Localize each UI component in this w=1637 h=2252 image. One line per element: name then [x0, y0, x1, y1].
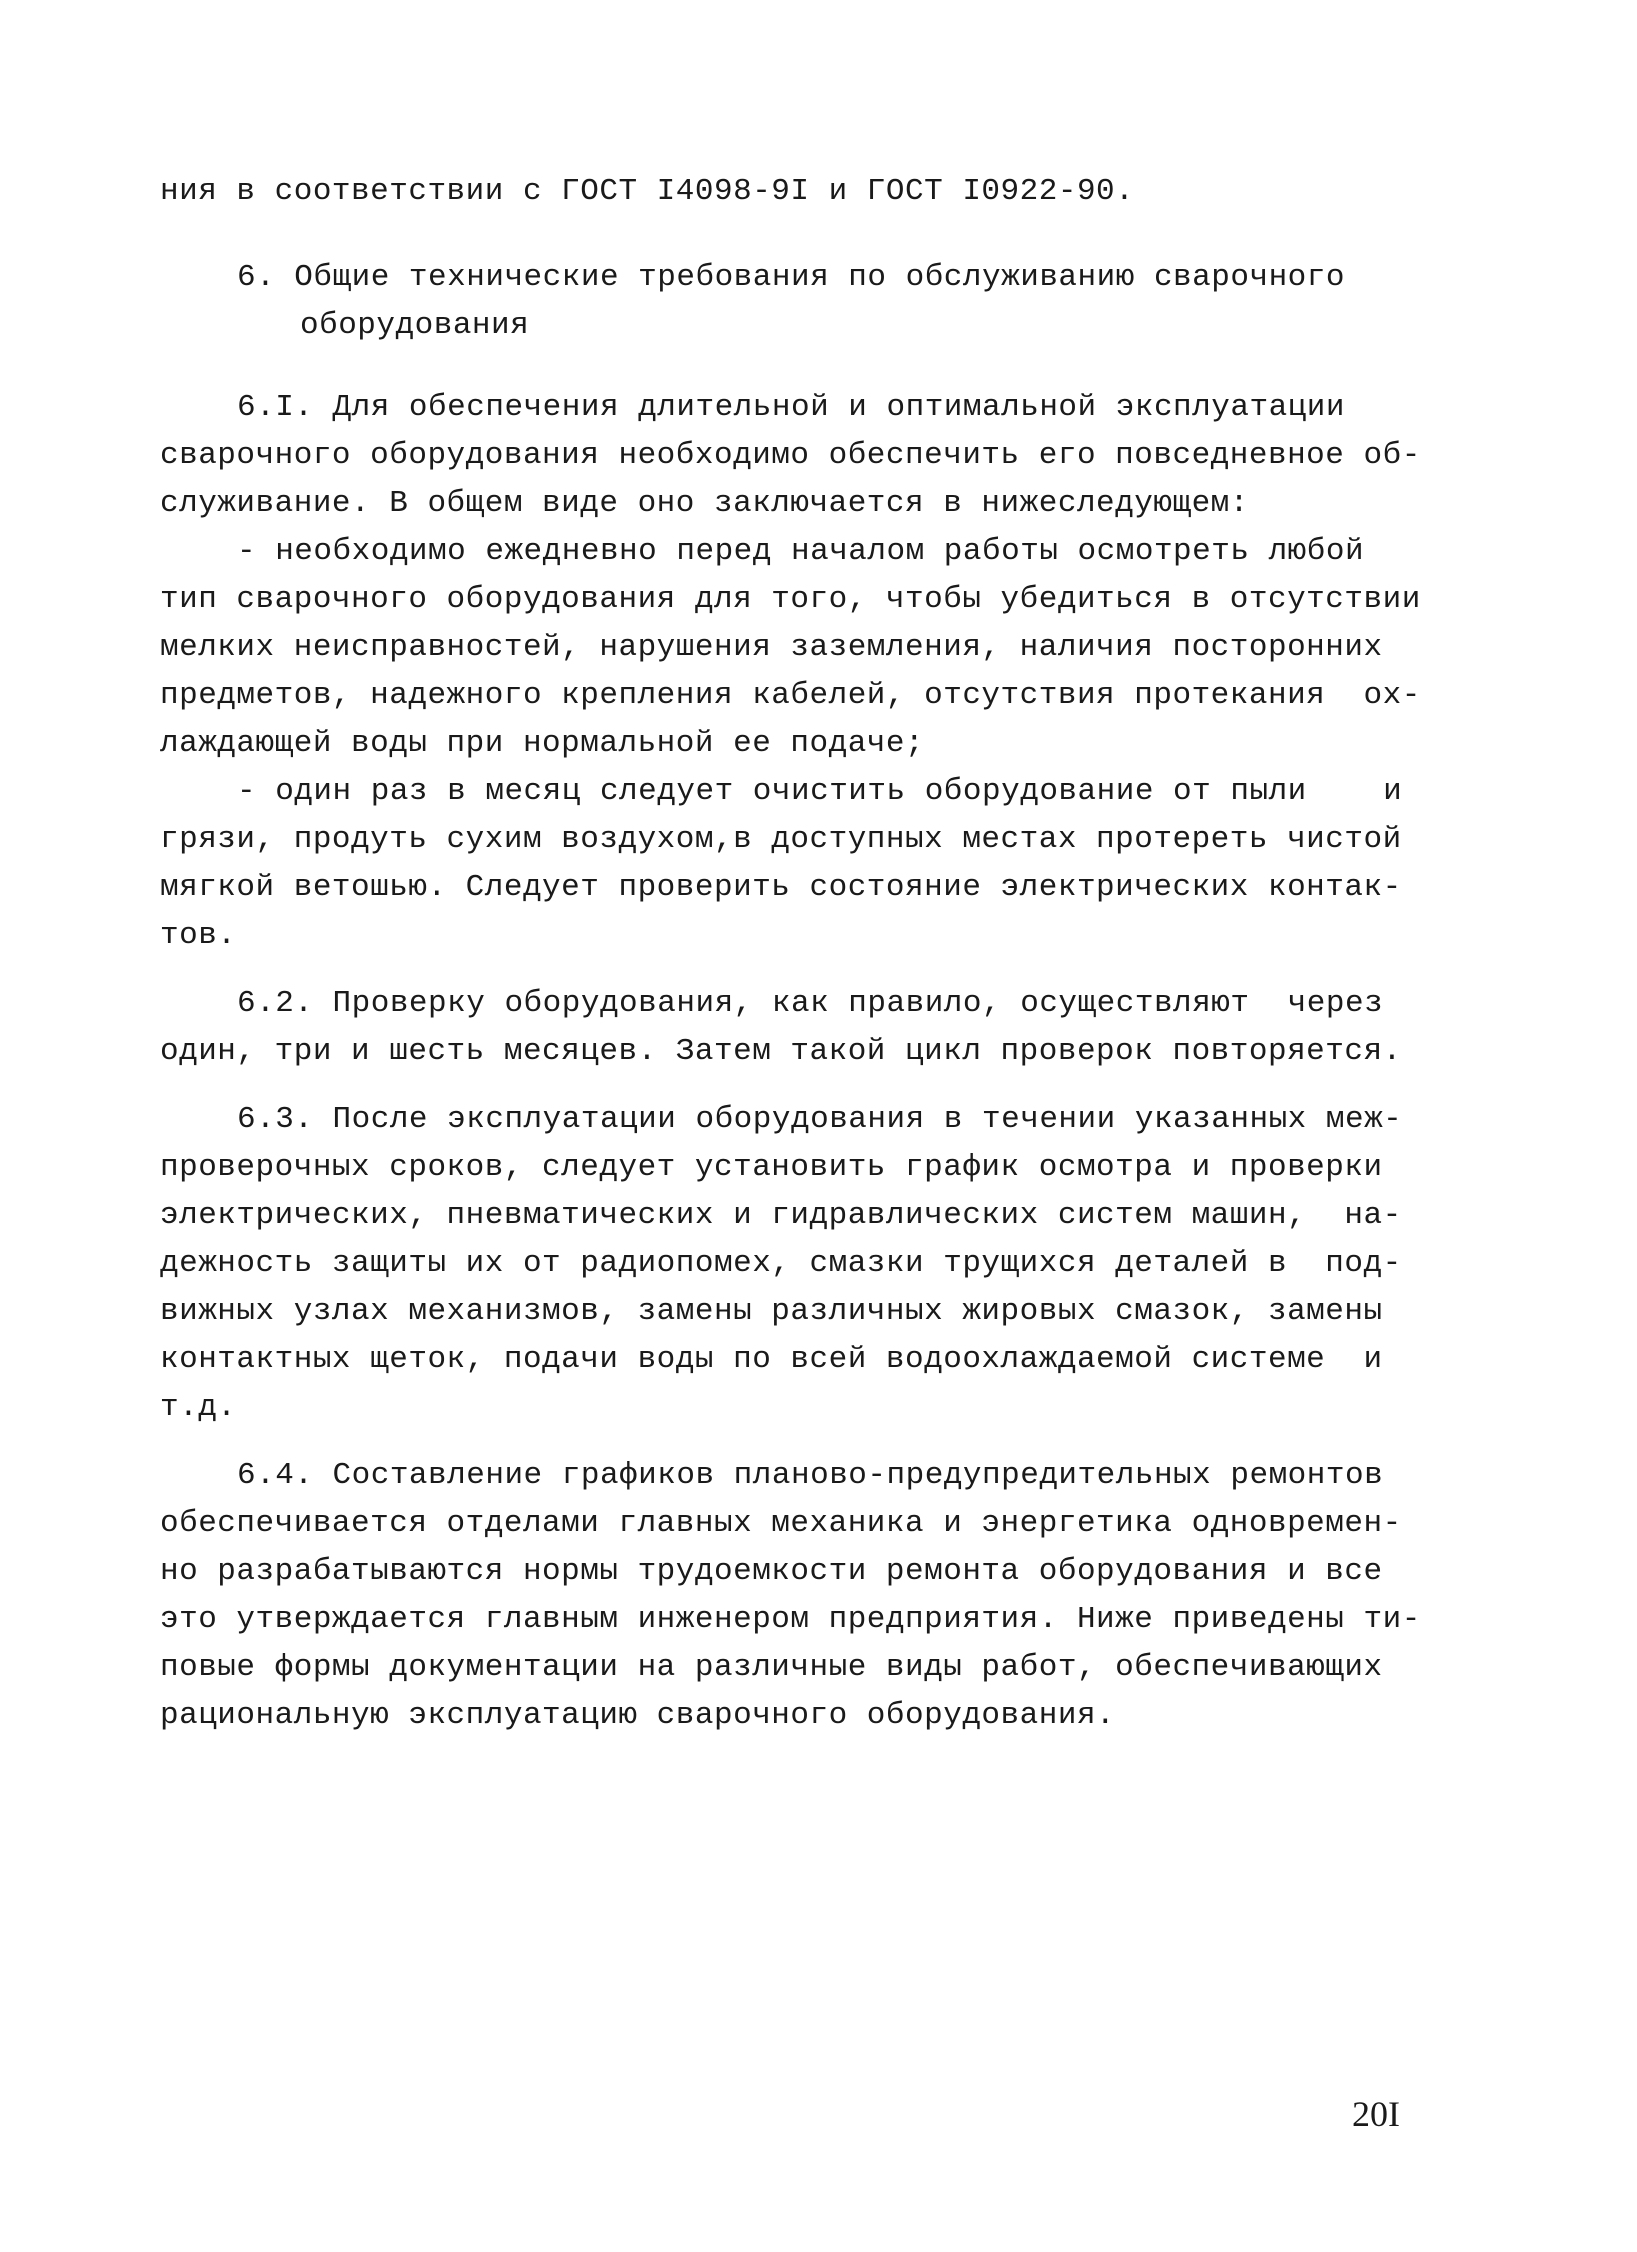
- page-number: 20I: [1352, 2094, 1400, 2134]
- paragraph-line: т.д.: [160, 1390, 237, 1425]
- paragraph-line: мелких неисправностей, нарушения заземления, наличия посторонних: [160, 630, 1383, 665]
- paragraph-line: дежность защиты их от радиопомех, смазки трущихся деталей в под-: [160, 1246, 1402, 1281]
- paragraph-line: рациональную эксплуатацию сварочного оборудования.: [160, 1698, 1116, 1733]
- paragraph-line: контактных щеток, подачи воды по всей водоохлаждаемой системе и: [160, 1342, 1383, 1377]
- paragraph-line: 6.2. Проверку оборудования, как правило, осуществляют через: [237, 986, 1384, 1021]
- paragraph-line: 6.4. Составление графиков планово-предупредительных ремонтов: [237, 1458, 1384, 1493]
- paragraph-line: но разрабатываются нормы трудоемкости ремонта оборудования и все: [160, 1554, 1383, 1589]
- list-item-line: - один раз в месяц следует очистить оборудование от пыли и: [237, 774, 1403, 809]
- paragraph-line: повые формы документации на различные виды работ, обеспечивающих: [160, 1650, 1383, 1685]
- paragraph-line: грязи, продуть сухим воздухом,в доступных местах протереть чистой: [160, 822, 1402, 857]
- paragraph-line: лаждающей воды при нормальной ее подаче;: [160, 726, 925, 761]
- paragraph-line: вижных узлах механизмов, замены различных жировых смазок, замены: [160, 1294, 1383, 1329]
- paragraph-line: 6.I. Для обеспечения длительной и оптимальной эксплуатации: [237, 390, 1345, 425]
- list-item-line: - необходимо ежедневно перед началом работы осмотреть любой: [237, 534, 1365, 569]
- paragraph-line: предметов, надежного крепления кабелей, отсутствия протекания ох-: [160, 678, 1421, 713]
- paragraph-line: мягкой ветошью. Следует проверить состояние электрических контак-: [160, 870, 1402, 905]
- paragraph-line: это утверждается главным инженером предприятия. Ниже приведены ти-: [160, 1602, 1421, 1637]
- paragraph-line: сварочного оборудования необходимо обеспечить его повседневное об-: [160, 438, 1421, 473]
- paragraph-line: электрических, пневматических и гидравлических систем машин, на-: [160, 1198, 1402, 1233]
- paragraph-line: тип сварочного оборудования для того, чтобы убедиться в отсутствии: [160, 582, 1421, 617]
- section-heading-continuation: оборудования: [300, 308, 530, 343]
- paragraph-line: проверочных сроков, следует установить график осмотра и проверки: [160, 1150, 1383, 1185]
- section-heading: 6. Общие технические требования по обслуживанию сварочного: [237, 260, 1345, 295]
- paragraph-line: обеспечивается отделами главных механика и энергетика одновремен-: [160, 1506, 1402, 1541]
- paragraph-line: один, три и шесть месяцев. Затем такой цикл проверок повторяется.: [160, 1034, 1402, 1069]
- text-line: ния в соответствии с ГОСТ I4098-9I и ГОСТ I0922-90.: [160, 174, 1135, 209]
- paragraph-line: тов.: [160, 918, 237, 953]
- paragraph-line: служивание. В общем виде оно заключается в нижеследующем:: [160, 486, 1249, 521]
- paragraph-line: 6.3. После эксплуатации оборудования в течении указанных меж-: [237, 1102, 1403, 1137]
